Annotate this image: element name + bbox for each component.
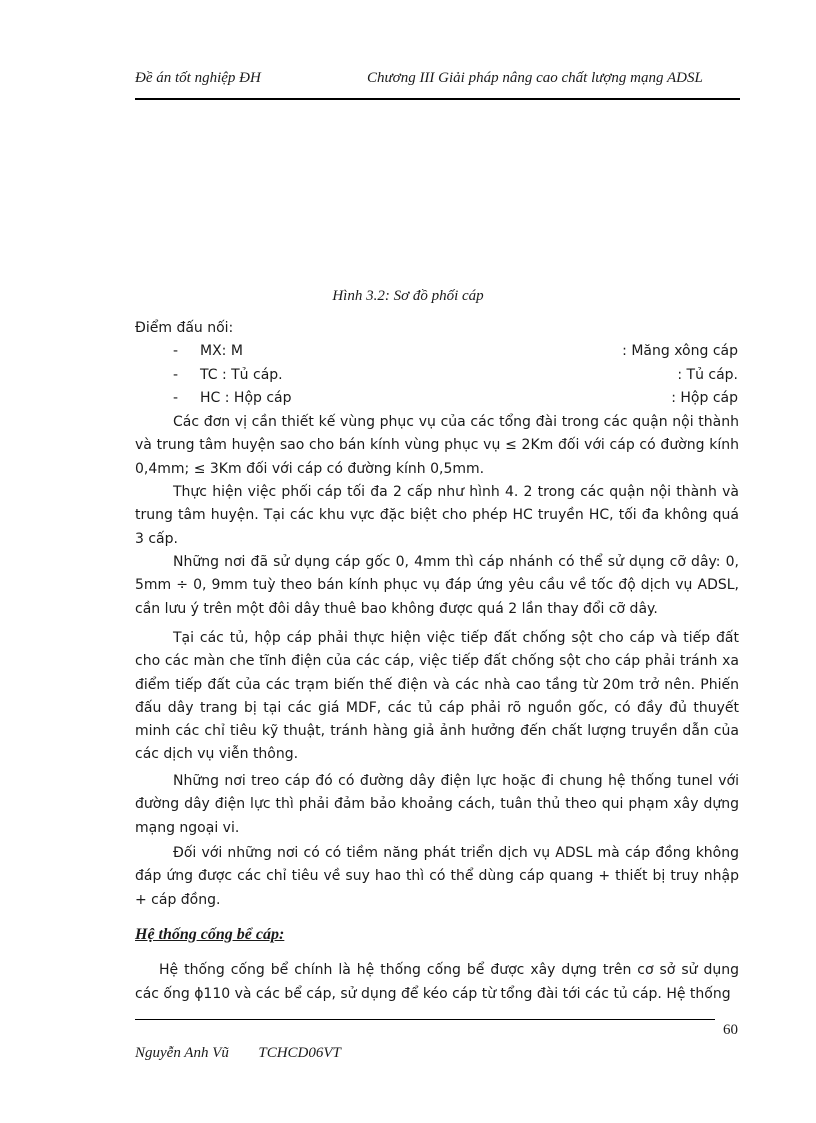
legend-term: HC : Hộp cáp [200, 390, 292, 406]
footer-rule [135, 1019, 715, 1020]
legend-desc: : Măng xông cáp [622, 343, 738, 359]
figure-caption: Hình 3.2: Sơ đồ phối cáp [332, 288, 484, 304]
connection-points-label: Điểm đấu nối: [135, 320, 234, 336]
paragraph-wire-gauge: Những nơi đã sử dụng cáp gốc 0, 4mm thì cáp nhánh có thể sử dụng cỡ dây: 0, 5mm ÷ 0, 9mm tuỳ theo bán kính phục vụ đáp ứng yêu cầu về tốc độ dịch vụ ADSL, cần lưu ý trên một đôi dây thuê bao không được quá 2 lần thay đổi cỡ dây. [135, 554, 739, 617]
legend-term: TC : Tủ cáp. [200, 367, 283, 383]
footer-class-code: TCHCD06VT [258, 1045, 341, 1061]
page-number: 60 [723, 1022, 738, 1038]
header-rule [135, 98, 740, 100]
paragraph-fiber: Đối với những nơi có có tiềm năng phát triển dịch vụ ADSL mà cáp đồng không đáp ứng được các chỉ tiêu về suy hao thì có thể dùng cáp quang + thiết bị truy nhập + cáp đồng. [135, 845, 739, 908]
paragraph-power-lines: Những nơi treo cáp đó có đường dây điện lực hoặc đi chung hệ thống tunel với đường dây điện lực thì phải đảm bảo khoảng cách, tuân thủ theo qui phạm xây dựng mạng ngoại vi. [135, 773, 739, 836]
legend-dash: - [173, 367, 179, 383]
header-right: Chương III Giải pháp nâng cao chất lượng mạng ADSL [367, 70, 703, 86]
footer [135, 1045, 341, 1062]
footer-author: Nguyễn Anh Vũ [135, 1045, 229, 1061]
paragraph-distribution-levels: Thực hiện việc phối cáp tối đa 2 cấp như hình 4. 2 trong các quận nội thành và trung tâm huyện. Tại các khu vực đặc biệt cho phép HC truyền HC, tối đa không quá 3 cấp. [135, 484, 739, 547]
legend-dash: - [173, 343, 179, 359]
legend-dash: - [173, 390, 179, 406]
section-heading: Hệ thống cống bể cáp: [135, 926, 285, 943]
legend-desc: : Tủ cáp. [677, 367, 738, 383]
legend-term: MX: M [200, 343, 243, 359]
paragraph-grounding: Tại các tủ, hộp cáp phải thực hiện việc tiếp đất chống sột cho cáp và tiếp đất cho các màn che tĩnh điện của các cáp, việc tiếp đất chống sột cho cáp phải tránh xa điểm tiếp đất của các trạm biến thế điện và các nhà cao tầng từ 20m trở nên. Phiến đấu dây trang bị tại các giá MDF, các tủ cáp phải rõ nguồn gốc, có đầy đủ thuyết minh các chỉ tiêu kỹ thuật, tránh hàng giả ảnh hưởng đến chất lượng truyền dẫn của các dịch vụ viễn thông. [135, 630, 739, 763]
header-left: Đề án tốt nghiệp ĐH [135, 70, 261, 86]
section-paragraph: Hệ thống cống bể chính là hệ thống cống bể được xây dựng trên cơ sở sử dụng các ống ϕ110 và các bể cáp, sử dụng để kéo cáp từ tổng đài tới các tủ cáp. Hệ thống [135, 962, 739, 1002]
paragraph-service-radius: Các đơn vị cần thiết kế vùng phục vụ của các tổng đài trong các quận nội thành và trung tâm huyện sao cho bán kính vùng phục vụ ≤ 2Km đối với cáp có đường kính 0,4mm; ≤ 3Km đối với cáp có đường kính 0,5mm. [135, 414, 739, 477]
legend-desc: : Hộp cáp [671, 390, 738, 406]
